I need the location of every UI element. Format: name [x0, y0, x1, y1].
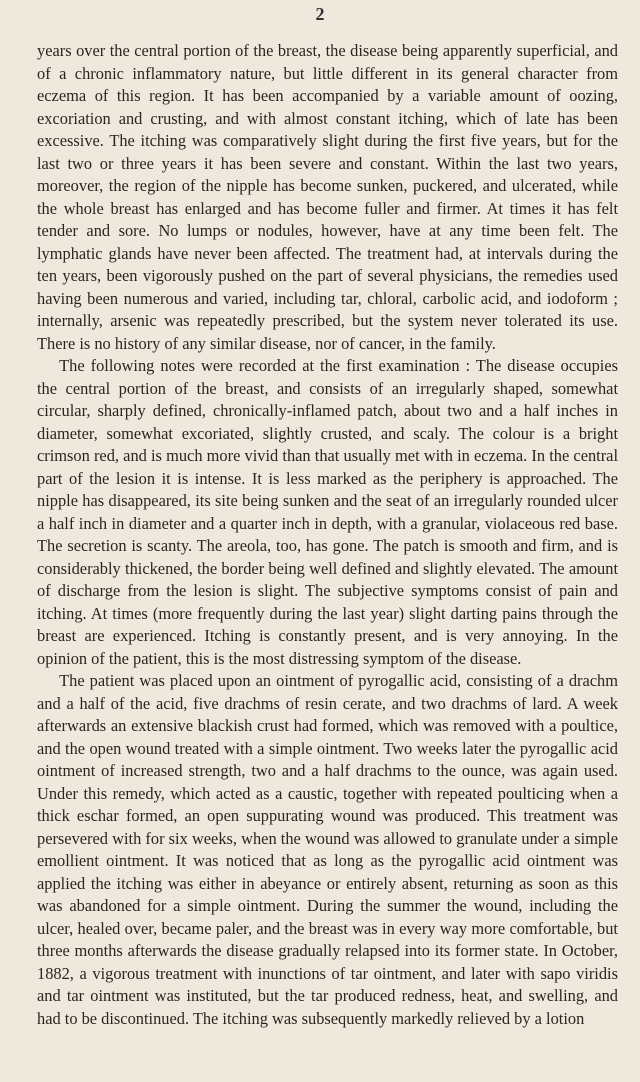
paragraph-examination-notes: The following notes were recorded at the first examination : The disease occupies the central portion of the breast, and consists of an irregularly shaped, somewhat circular, sharply defined, chronically-inflamed patch, about two and a half inches in diameter, somewhat excoriated, slightly crusted, and scaly. The colour is a bright crimson red, and is much more vivid than that usually met with in eczema. In the central part of the lesion it is intense. It is less marked as the periphery is approached. The nipple has disappeared, its site being sunken and the seat of an irregularly rounded ulcer a half inch in diameter and a quarter inch in depth, with a granular, violaceous red base. The secretion is scanty. The areola, too, has gone. The patch is smooth and firm, and is considerably thickened, the border being well defined and slightly elevated. The amount of discharge from the lesion is slight. The subjective symptoms consist of pain and itching. At times (more frequently during the last year) slight darting pains through the breast are experienced. Itching is constantly present, and is very annoying. In the opinion of the patient, this is the most distressing symptom of the disease.: [37, 356, 618, 668]
body-text: [37, 40, 618, 1030]
page-number: 2: [315, 4, 325, 24]
paragraph-treatment: The patient was placed upon an ointment of pyrogallic acid, consisting of a drachm and a half of the acid, five drachms of resin cerate, and two drachms of lard. A week afterwards an extensive blackish crust had formed, which was removed with a poultice, and the open wound treated with a simple ointment. Two weeks later the pyrogallic acid ointment of increased strength, two and a half drachms to the ounce, was again used. Under this remedy, which acted as a caustic, together with repeated poulticing when a thick eschar formed, an open suppurating wound was produced. This treatment was persevered with for six weeks, when the wound was allowed to granulate under a simple emollient ointment. It was noticed that as long as the pyrogallic acid ointment was applied the itching was either in abeyance or entirely absent, returning as soon as this was abandoned for a simple ointment. During the summer the wound, including the ulcer, healed over, became paler, and the breast was in every way more comfortable, but three months afterwards the disease gradually relapsed into its former state. In October, 1882, a vigorous treatment with inunctions of tar ointment, and later with sapo viridis and tar ointment was instituted, but the tar produced redness, heat, and swelling, and had to be discontinued. The itching was subsequently markedly relieved by a lotion: [37, 671, 618, 1028]
paragraph-continuation: years over the central portion of the breast, the disease being apparently superficial, and of a chronic inflammatory nature, but little different in its general character from eczema of this region. It has been accompanied by a variable amount of oozing, excoriation and crusting, and with almost constant itching, which of late has been excessive. The itching was comparatively slight during the first five years, but for the last two or three years it has been severe and constant. Within the last two years, moreover, the region of the nipple has become sunken, puckered, and ulcerated, while the whole breast has enlarged and has become fuller and firmer. At times it has felt tender and sore. No lumps or nodules, however, have at any time been felt. The lymphatic glands have never been affected. The treatment had, at intervals during the ten years, been vigorously pushed on the part of several physicians, the remedies used having been numerous and varied, including tar, chloral, carbolic acid, and iodoform ; internally, arsenic was repeatedly prescribed, but the system never tolerated its use. There is no history of any similar disease, nor of cancer, in the family.: [37, 41, 618, 353]
